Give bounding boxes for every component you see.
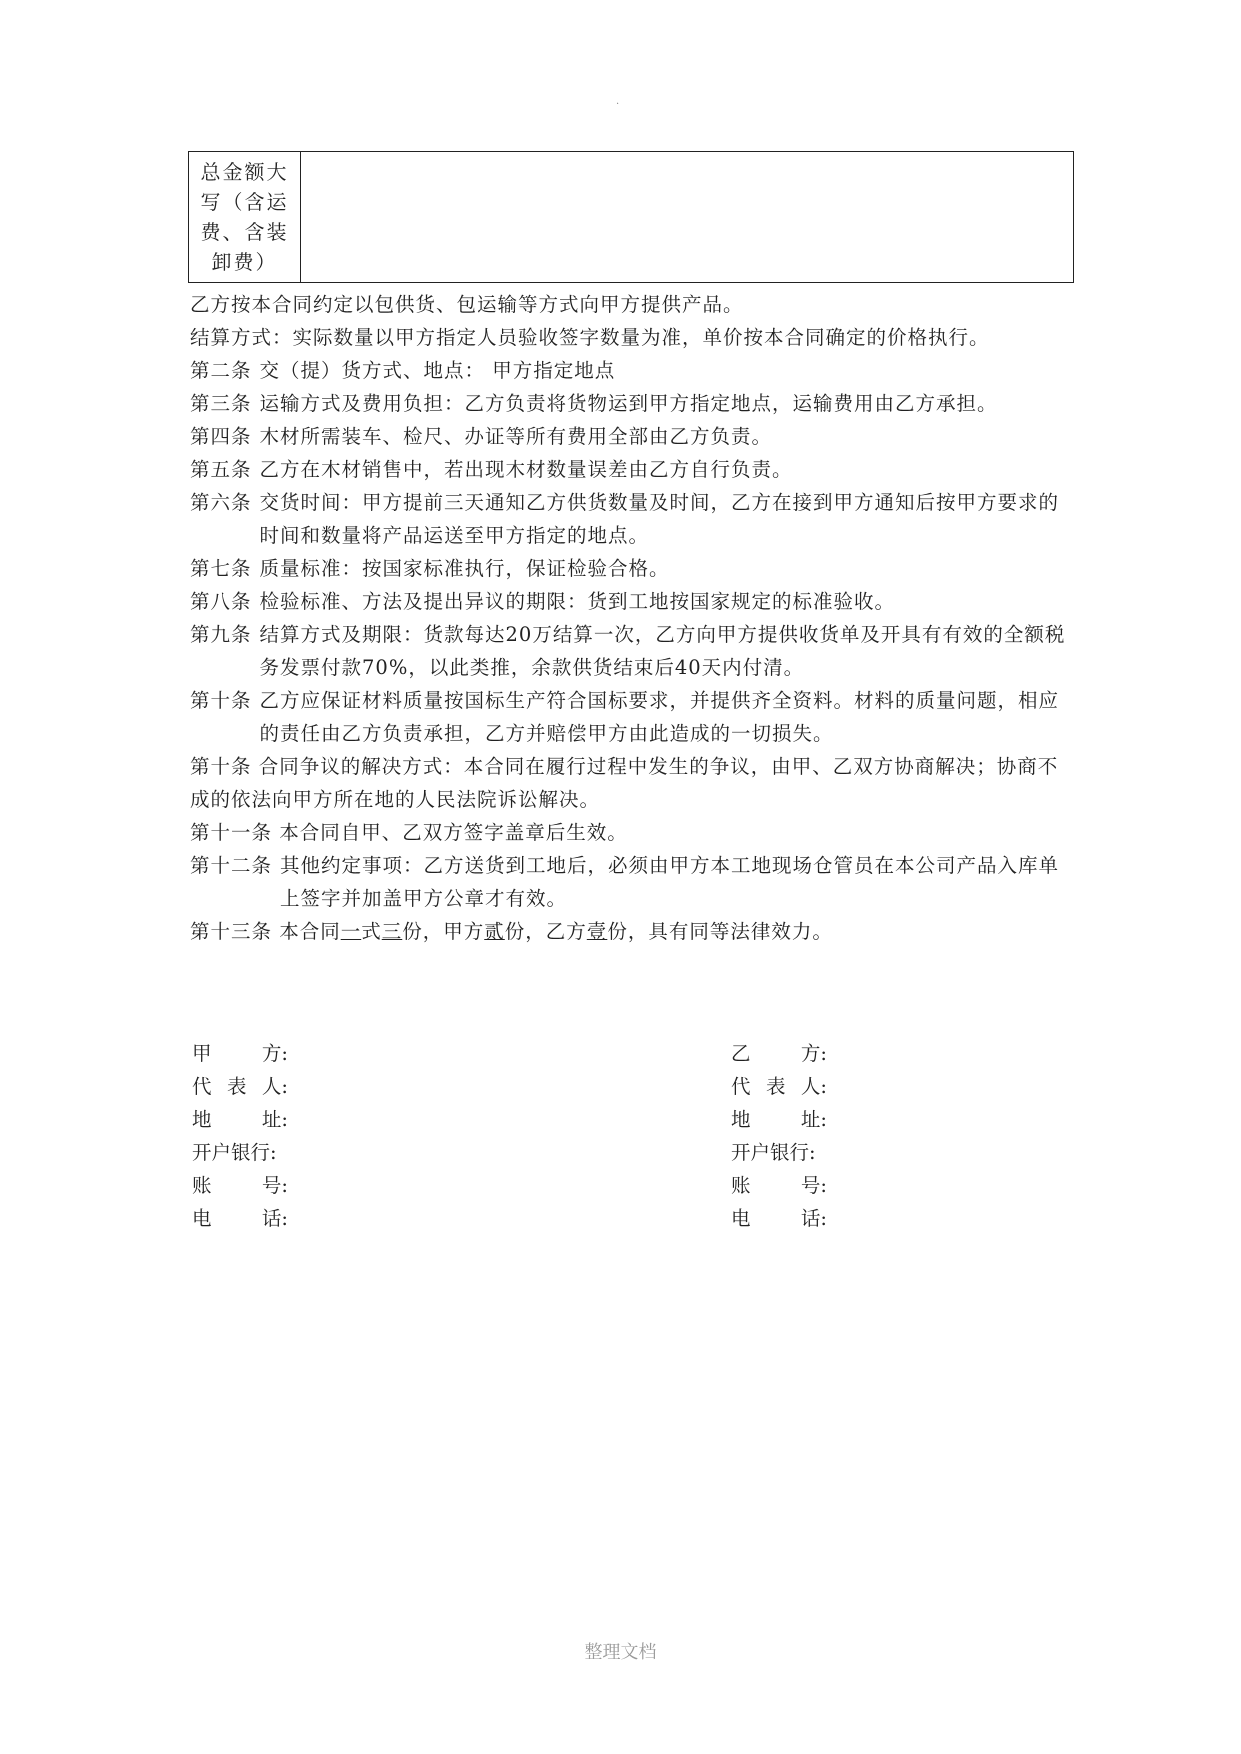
- clause-8: [190, 585, 1070, 618]
- clause-9: [190, 618, 1070, 684]
- party-b-phone-label-2: 话:: [800, 1207, 827, 1230]
- party-b-rep-row: [731, 1070, 827, 1103]
- clause-12: [190, 849, 1070, 915]
- clause-13-prefix: 第十三条 本合同: [190, 920, 341, 943]
- clause-6-text: 交货时间：甲方提前三天通知乙方供货数量及时间，乙方在接到甲方通知后按甲方要求的时间和数量将产品运送至甲方指定的地点。: [259, 491, 1060, 547]
- party-b-rep-label-1: 代: [731, 1075, 751, 1098]
- party-a-phone-row: [192, 1202, 288, 1235]
- party-b-address-label-1: 地: [731, 1108, 751, 1131]
- clause-5-text: 乙方在木材销售中，若出现木材数量误差由乙方自行负责。: [259, 458, 793, 481]
- clause-13: [190, 915, 1070, 948]
- party-a-bank-label: 开户银行:: [192, 1141, 277, 1164]
- party-a-address-row: [192, 1103, 288, 1136]
- clause-13-underlined-3: 贰: [484, 920, 505, 943]
- intro-clause: 乙方按本合同约定以包供货、包运输等方式向甲方提供产品。: [190, 293, 744, 316]
- clause-11: 第十一条 本合同自甲、乙双方签字盖章后生效。: [190, 821, 628, 844]
- party-b-bank-label: 开户银行:: [731, 1141, 816, 1164]
- party-a-rep-label-3: 人:: [261, 1075, 288, 1098]
- clause-7-text: 质量标准：按国家标准执行，保证检验合格。: [259, 557, 670, 580]
- party-a-signature-block: [192, 1037, 288, 1235]
- party-b-rep-label-2: 表: [765, 1075, 786, 1098]
- clause-13-mid-1: 式: [361, 920, 382, 943]
- party-b-rep-label-3: 人:: [800, 1075, 827, 1098]
- party-a-phone-label-1: 电: [192, 1207, 212, 1230]
- party-b-account-label-1: 账: [731, 1174, 751, 1197]
- party-b-party-row: [731, 1037, 827, 1070]
- party-b-address-label-2: 址:: [800, 1108, 827, 1131]
- clause-12-text: 其他约定事项：乙方送货到工地后，必须由甲方本工地现场仓管员在本公司产品入库单上签字并加盖甲方公章才有效。: [280, 854, 1060, 910]
- clause-10-dispute: 第十条 合同争议的解决方式：本合同在履行过程中发生的争议，由甲、乙双方协商解决；协商不成的依法向甲方所在地的人民法院诉讼解决。: [190, 755, 1059, 811]
- clause-10-text: 乙方应保证材料质量按国标生产符合国标要求，并提供齐全资料。材料的质量问题，相应的责任由乙方负责承担，乙方并赔偿甲方由此造成的一切损失。: [259, 689, 1060, 745]
- party-b-phone-label-1: 电: [731, 1207, 751, 1230]
- clause-13-mid-2: 份，甲方: [402, 920, 485, 943]
- clause-2: [190, 354, 1070, 387]
- clause-9-text: 结算方式及期限：货款每达20万结算一次，乙方向甲方提供收货单及开具有有效的全额税务发票付款70%，以此类推，余款供货结束后40天内付清。: [259, 623, 1066, 679]
- party-a-phone-label-2: 话:: [261, 1207, 288, 1230]
- party-b-party-label-1: 乙: [731, 1042, 751, 1065]
- party-a-rep-label-2: 表: [226, 1075, 247, 1098]
- party-b-phone-row: [731, 1202, 827, 1235]
- clause-2-text: 交（提）货方式、地点： 甲方指定地点: [259, 359, 616, 382]
- clause-8-text: 检验标准、方法及提出异议的期限：货到工地按国家规定的标准验收。: [259, 590, 896, 613]
- party-b-account-row: [731, 1169, 827, 1202]
- party-b-bank-row: [731, 1136, 827, 1169]
- clause-13-underlined-1: 一: [340, 920, 362, 943]
- clause-2-number: 第二条: [190, 359, 252, 382]
- party-a-party-label-1: 甲: [192, 1042, 212, 1065]
- clause-10-number: 第十条: [190, 689, 252, 712]
- clause-4-number: 第四条: [190, 425, 252, 448]
- party-a-account-row: [192, 1169, 288, 1202]
- total-amount-value: [301, 152, 1073, 282]
- clause-13-suffix: 份，具有同等法律效力。: [607, 920, 833, 943]
- party-a-bank-row: [192, 1136, 288, 1169]
- clause-6: [190, 486, 1070, 552]
- clause-5-number: 第五条: [190, 458, 252, 481]
- page-header-mark: .: [616, 96, 620, 107]
- clause-9-number: 第九条: [190, 623, 252, 646]
- party-b-account-label-2: 号:: [800, 1174, 827, 1197]
- clause-8-number: 第八条: [190, 590, 252, 613]
- party-a-rep-row: [192, 1070, 288, 1103]
- party-a-party-row: [192, 1037, 288, 1070]
- clause-3-number: 第三条: [190, 392, 252, 415]
- clause-4-text: 木材所需装车、检尺、办证等所有费用全部由乙方负责。: [259, 425, 773, 448]
- clause-13-mid-3: 份，乙方: [504, 920, 587, 943]
- page-footer: 整理文档: [584, 1642, 657, 1663]
- clause-10: [190, 684, 1070, 750]
- party-a-address-label-2: 址:: [261, 1108, 288, 1131]
- party-a-account-label-2: 号:: [261, 1174, 288, 1197]
- party-b-signature-block: [731, 1037, 827, 1235]
- clause-13-underlined-4: 壹: [586, 920, 608, 943]
- total-amount-label: 总金额大写（含运费、含装卸费）: [189, 152, 301, 282]
- clause-3: [190, 387, 1070, 420]
- party-b-address-row: [731, 1103, 827, 1136]
- clause-3-text: 运输方式及费用负担：乙方负责将货物运到甲方指定地点，运输费用由乙方承担。: [259, 392, 998, 415]
- party-a-rep-label-1: 代: [192, 1075, 212, 1098]
- party-a-account-label-1: 账: [192, 1174, 212, 1197]
- settlement-clause: 结算方式：实际数量以甲方指定人员验收签字数量为准，单价按本合同确定的价格执行。: [190, 326, 990, 349]
- party-b-party-label-2: 方:: [800, 1042, 827, 1065]
- clause-5: [190, 453, 1070, 486]
- clause-6-number: 第六条: [190, 491, 252, 514]
- contract-clauses: [190, 288, 1070, 948]
- clause-7: [190, 552, 1070, 585]
- clause-4: [190, 420, 1070, 453]
- clause-7-number: 第七条: [190, 557, 252, 580]
- clause-13-underlined-2: 三: [381, 920, 403, 943]
- clause-12-number: 第十二条: [190, 854, 273, 877]
- total-amount-table: [188, 151, 1074, 283]
- party-a-party-label-2: 方:: [261, 1042, 288, 1065]
- party-a-address-label-1: 地: [192, 1108, 212, 1131]
